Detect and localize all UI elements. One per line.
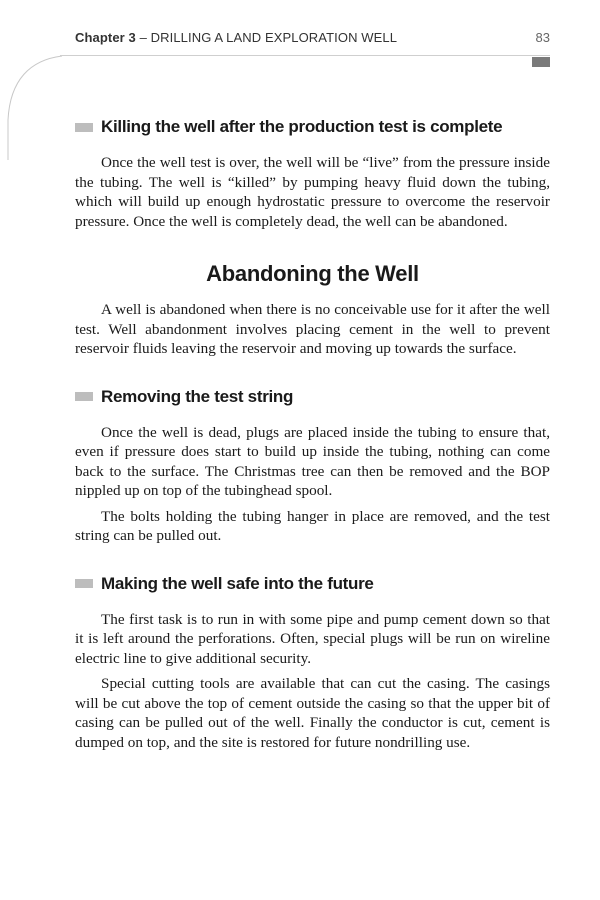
subheading-text: Removing the test string: [101, 386, 294, 406]
subheading-removing-test-string: [75, 385, 550, 409]
paragraph: Special cutting tools are available that can cut the casing. The casings will be cut above the top of cement outside the casing so that the upper bit of casing can be pulled out of the well. Finally the conductor is cut, cement is dumped on top, and the site is restored for future nondrilling use.: [75, 675, 550, 751]
chapter-title: DRILLING A LAND EXPLORATION WELL: [150, 30, 398, 45]
subheading-text: Killing the well after the production test is complete: [101, 117, 503, 136]
corner-curve-decoration: [0, 50, 70, 160]
section-title: Abandoning the Well: [206, 261, 419, 286]
subheading-killing-the-well: [75, 115, 550, 139]
heading-marker: [75, 579, 93, 588]
header-tab-marker: [532, 57, 550, 67]
running-header: [75, 30, 550, 50]
heading-marker: [75, 392, 93, 401]
paragraph: A well is abandoned when there is no conceivable use for it after the well test. Well abandonment involves placing cement in the well to prevent reservoir fluids leaving the reservoir and moving up towards the surface.: [75, 301, 550, 357]
paragraph: The first task is to run in with some pipe and pump cement down so that it is left around the perforations. Often, special plugs will be run on wireline electric line to give additional security.: [75, 610, 550, 667]
paragraph: Once the well is dead, plugs are placed inside the tubing to ensure that, even if pressure does start to build up inside the tubing, nothing can come back to the surface. The Christmas tree can then be removed and the BOP nippled up on top of the tubinghead spool.: [75, 423, 550, 499]
paragraph: Once the well test is over, the well will be “live” from the pressure inside the tubing. The well is “killed” by pumping heavy fluid down the tubing, which will build up enough hydrostatic pressure to overcome the reservoir pressure. Once the well is completely dead, the well can be abandoned.: [75, 154, 550, 230]
header-rule: [60, 55, 550, 56]
heading-marker: [75, 123, 93, 132]
chapter-label: Chapter 3: [75, 30, 136, 45]
chapter-heading: [75, 30, 397, 45]
subheading-text: Making the well safe into the future: [101, 573, 374, 593]
chapter-separator: –: [135, 30, 151, 45]
subheading-making-well-safe: [75, 572, 550, 596]
paragraph: The bolts holding the tubing hanger in place are removed, and the test string can be pulled out.: [75, 507, 550, 544]
page-content: [75, 115, 550, 752]
page-number: 83: [535, 30, 550, 45]
